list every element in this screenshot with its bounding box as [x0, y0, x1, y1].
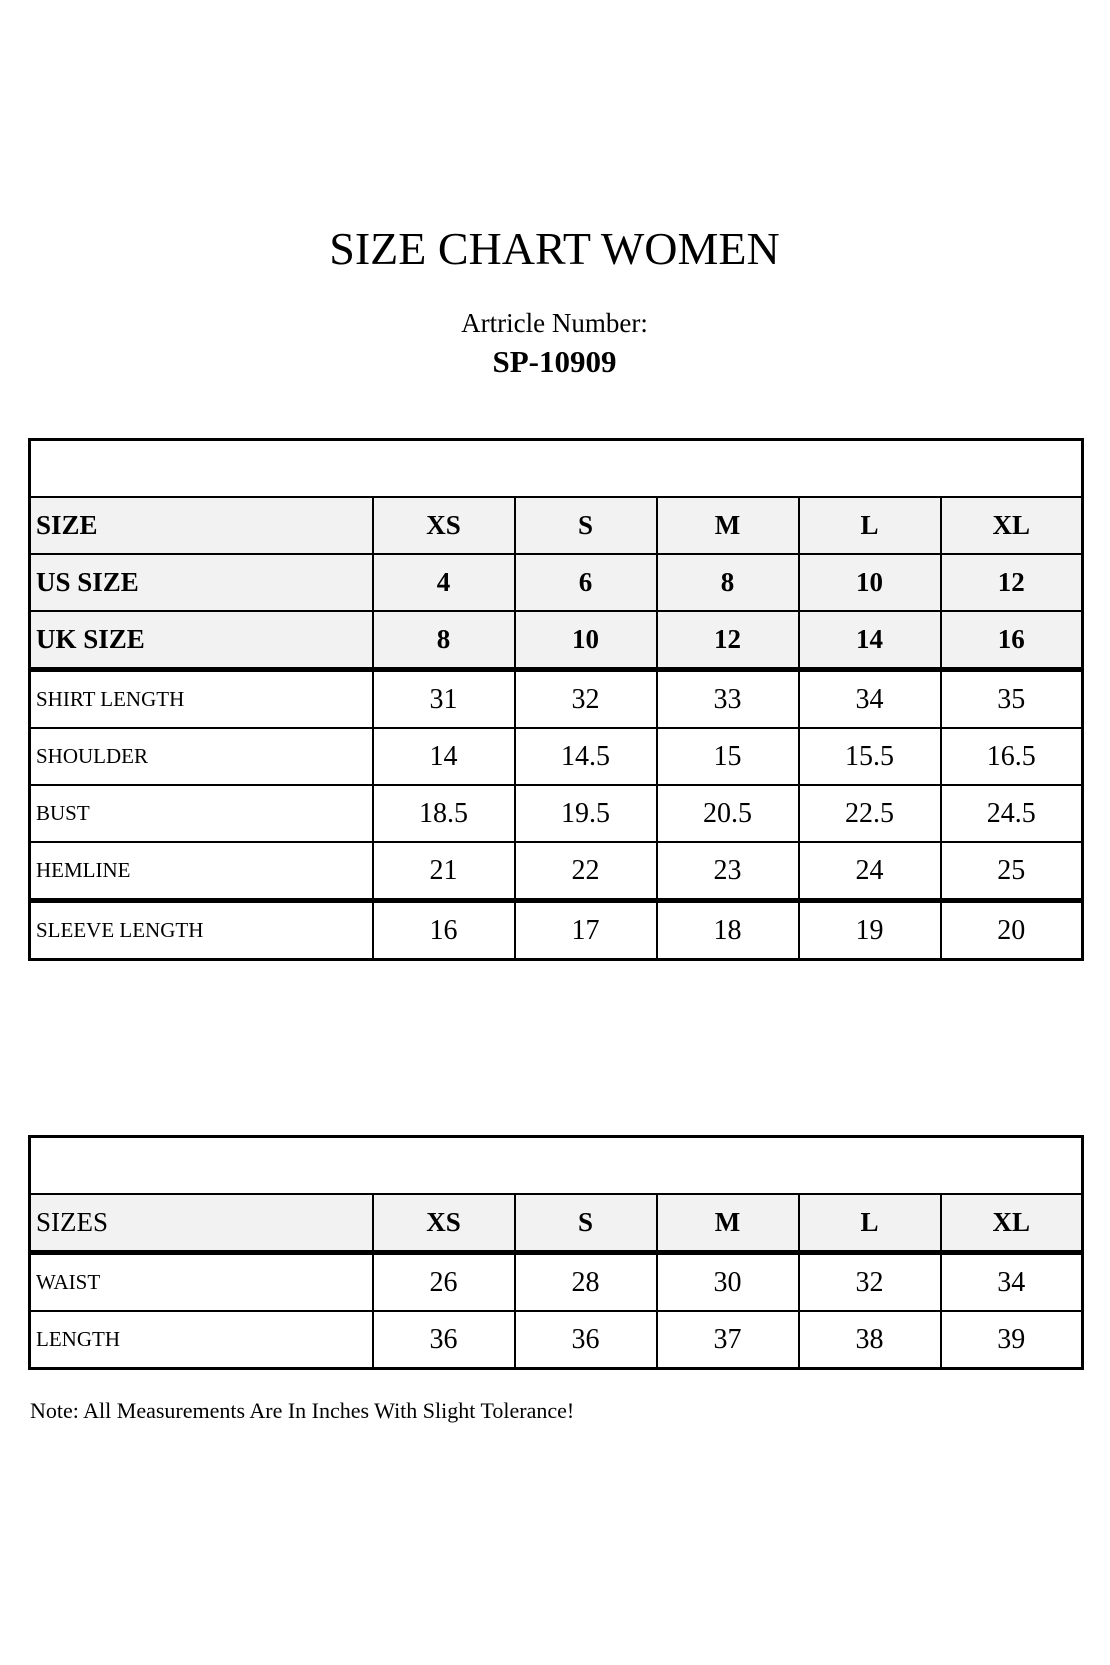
measurement-note: Note: All Measurements Are In Inches With Slight Tolerance! [30, 1398, 575, 1423]
value-cell: 12 [657, 611, 799, 670]
value-cell: 14 [799, 611, 941, 670]
value-cell: 34 [941, 1253, 1083, 1312]
value-cell: 18.5 [373, 785, 515, 842]
value-cell: 16 [373, 901, 515, 960]
value-cell: XL [941, 1194, 1083, 1253]
hemline-row [30, 842, 1083, 901]
value-cell: 31 [373, 670, 515, 729]
trouser-table-banner-row [30, 1137, 1083, 1195]
value-cell: 25 [941, 842, 1083, 901]
trouser-sizes-row [30, 1194, 1083, 1253]
value-cell: 24.5 [941, 785, 1083, 842]
value-cell: 28 [515, 1253, 657, 1312]
value-cell: XS [373, 1194, 515, 1253]
value-cell: 15.5 [799, 728, 941, 785]
shirt-us-size-row [30, 554, 1083, 611]
page-title: SIZE CHART WOMEN [329, 223, 780, 274]
row-label-cell: SHOULDER [30, 728, 373, 785]
article-number-value: SP-10909 [492, 344, 617, 379]
row-label-cell: SLEEVE LENGTH [30, 901, 373, 960]
article-number-label: Artricle Number: [461, 308, 648, 338]
value-cell: 36 [373, 1311, 515, 1369]
value-cell: 16.5 [941, 728, 1083, 785]
row-label-cell: US SIZE [30, 554, 373, 611]
row-label-cell: LENGTH [30, 1311, 373, 1369]
value-cell: 22 [515, 842, 657, 901]
value-cell: 22.5 [799, 785, 941, 842]
value-cell: XL [941, 497, 1083, 554]
trouser-size-table [28, 1135, 1084, 1370]
value-cell: 39 [941, 1311, 1083, 1369]
row-label-cell: UK SIZE [30, 611, 373, 670]
value-cell: 35 [941, 670, 1083, 729]
value-cell: 24 [799, 842, 941, 901]
value-cell: 17 [515, 901, 657, 960]
length-row [30, 1311, 1083, 1369]
value-cell: 36 [515, 1311, 657, 1369]
value-cell: 34 [799, 670, 941, 729]
value-cell: 20.5 [657, 785, 799, 842]
shirt-size-table [28, 438, 1084, 961]
value-cell: M [657, 1194, 799, 1253]
waist-row [30, 1253, 1083, 1312]
row-label-cell: WAIST [30, 1253, 373, 1312]
value-cell: 12 [941, 554, 1083, 611]
shirt-uk-size-row [30, 611, 1083, 670]
sleeve-length-row [30, 901, 1083, 960]
value-cell: L [799, 497, 941, 554]
value-cell: 4 [373, 554, 515, 611]
value-cell: 10 [515, 611, 657, 670]
shoulder-row [30, 728, 1083, 785]
shirt-length-row [30, 670, 1083, 729]
value-cell: 14 [373, 728, 515, 785]
shirt-size-row [30, 497, 1083, 554]
value-cell: 8 [657, 554, 799, 611]
value-cell: 32 [799, 1253, 941, 1312]
value-cell: L [799, 1194, 941, 1253]
value-cell: 8 [373, 611, 515, 670]
value-cell: S [515, 1194, 657, 1253]
shirt-table-banner-row [30, 440, 1083, 498]
value-cell: M [657, 497, 799, 554]
value-cell: XS [373, 497, 515, 554]
value-cell: 20 [941, 901, 1083, 960]
value-cell: 37 [657, 1311, 799, 1369]
trouser-table-title: TROUSER [30, 1137, 1083, 1195]
value-cell: 38 [799, 1311, 941, 1369]
value-cell: 26 [373, 1253, 515, 1312]
value-cell: 18 [657, 901, 799, 960]
value-cell: 19 [799, 901, 941, 960]
value-cell: 6 [515, 554, 657, 611]
bust-row [30, 785, 1083, 842]
row-label-cell: SIZES [30, 1194, 373, 1253]
value-cell: 30 [657, 1253, 799, 1312]
value-cell: 19.5 [515, 785, 657, 842]
row-label-cell: HEMLINE [30, 842, 373, 901]
value-cell: 33 [657, 670, 799, 729]
row-label-cell: BUST [30, 785, 373, 842]
value-cell: 21 [373, 842, 515, 901]
row-label-cell: SHIRT LENGTH [30, 670, 373, 729]
shirt-table-title: SHIRT [30, 440, 1083, 498]
value-cell: 15 [657, 728, 799, 785]
value-cell: 16 [941, 611, 1083, 670]
value-cell: 14.5 [515, 728, 657, 785]
value-cell: 10 [799, 554, 941, 611]
row-label-cell: SIZE [30, 497, 373, 554]
value-cell: S [515, 497, 657, 554]
value-cell: 32 [515, 670, 657, 729]
value-cell: 23 [657, 842, 799, 901]
